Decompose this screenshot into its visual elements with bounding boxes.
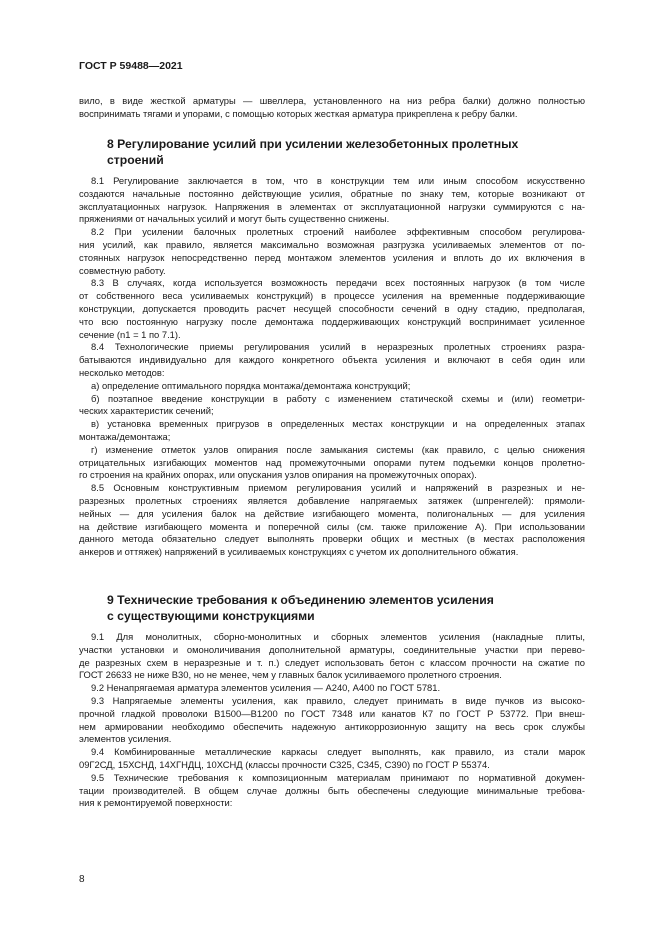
text-line: монтажа/демонтажа; xyxy=(79,430,171,442)
document-number: ГОСТ Р 59488—2021 xyxy=(79,60,183,72)
text-line: анкеров и оттяжек) напряжений в усиливаемых конструкциях с учетом их дополнительного обжатия. xyxy=(79,546,519,558)
text-line: нем армировании необходимо обеспечить надежную антикоррозионную защиту на весь срок службы xyxy=(79,720,585,732)
text-line: ческих характеристик сечений; xyxy=(79,405,214,417)
heading-line: с существующими конструкциями xyxy=(107,609,315,623)
text-line: сечение (n1 = 1 по 7.1). xyxy=(79,328,181,340)
text-line: эксплуатационных нагрузок. Напряжения в элементах от эксплуатационной нагрузки суммируются с на- xyxy=(79,200,585,212)
text-line: а) определение оптимального порядка монтажа/демонтажа конструкций; xyxy=(91,379,411,391)
text-line: на действие изгибающего момента и поперечной силы (см. также приложение А). При использовании xyxy=(79,520,585,532)
text-line: элементов усиления. xyxy=(79,733,172,745)
text-line: б) поэтапное введение конструкции в работу с изменением статической схемы и (или) геометри- xyxy=(91,392,585,404)
text-line: разрезных пролетных строениях является добавление напрягаемых затяжек (шпренгелей): прямоли- xyxy=(79,494,585,506)
text-line: ГОСТ 26633 не ниже B30, но не менее, чем у главных балок усиливаемого пролетного строения. xyxy=(79,669,502,681)
text-line: данного метода обязательно следует выполнять проверки общих и местных (в местах расположения xyxy=(79,533,585,545)
page-number: 8 xyxy=(79,874,85,885)
text-line: конструкции, допускается проводить расчет несущей способности сечений в одну стадию, предполагая, xyxy=(79,302,585,314)
text-line: воспринимать тягами и упорами, с помощью которых жесткая арматура прикреплена к ребру балки. xyxy=(79,107,518,119)
text-line: пряжениями от начальных усилий и могут быть существенно снижены. xyxy=(79,213,390,225)
text-line: создаются начальные постоянно действующие усилия, обратные по знаку тем, которые возникают от xyxy=(79,187,585,199)
text-line: вило, в виде жесткой арматуры — швеллера, установленного на низ ребра балки) должно полностью xyxy=(79,95,585,106)
heading-line: строений xyxy=(107,153,164,167)
text-line: 9.3 Напрягаемые элементы усиления, как правило, следует принимать в виде пучков из высоко- xyxy=(91,694,585,706)
text-line: 09Г2СД, 15ХСНД, 14ХГНДЦ, 10ХСНД (классы прочности С325, С345, С390) по ГОСТ Р 55374. xyxy=(79,758,490,770)
section-9-body xyxy=(79,631,585,810)
text-line: в) установка временных пригрузов в определенных местах конструкции и на определенных этапах xyxy=(91,418,585,430)
section-8-heading xyxy=(107,136,577,168)
text-line: 8.4 Технологические приемы регулирования усилий в неразрезных пролетных строениях разра- xyxy=(91,341,585,353)
text-line: совместную работу. xyxy=(79,264,166,276)
heading-line: 8 Регулирование усилий при усилении железобетонных пролетных xyxy=(107,137,519,151)
text-line: 9.4 Комбинированные металлические каркасы следует выполнять, как правило, из стали марок xyxy=(91,746,585,758)
text-line: 8.2 При усилении балочных пролетных строений наиболее эффективным способом регулирова- xyxy=(91,226,585,238)
text-line: нейных — для усиления балок на действие изгибающего момента, полигональных — для усиления xyxy=(79,507,585,519)
text-line: несколько методов: xyxy=(79,366,165,378)
text-line: участки установки и омоноличивания дополнительной арматуры, соединительные участки при перево- xyxy=(79,643,585,655)
text-line: от собственного веса усиливаемых конструкций) в процессе усиления на временные поддерживающие xyxy=(79,290,585,302)
text-line: что всю постоянную нагрузку после демонтажа поддерживающих конструкций воспринимает усиленное xyxy=(79,315,585,327)
text-line: батываются индивидуально для каждого конкретного объекта усиления и включают в себя один или xyxy=(79,354,585,366)
text-line: 9.2 Ненапрягаемая арматура элементов усиления — А240, А400 по ГОСТ 5781. xyxy=(91,682,441,694)
text-line: ния к ремонтируемой поверхности: xyxy=(79,797,233,809)
text-line: прочной гладкой проволоки В1500—В1200 по ГОСТ 7348 или канатов К7 по ГОСТ Р 53772. При внеш- xyxy=(79,707,585,719)
text-line: тации производителей. В общем случае должны быть обеспечены следующие минимальные требова- xyxy=(79,784,585,796)
text-line: де разрезных схем в неразрезные и т. п.) следует использовать бетон с классом прочности на сжатие по xyxy=(79,656,585,668)
text-line: стоянных нагрузок непосредственно перед монтажом элементов усиления и вплоть до их включения в xyxy=(79,251,585,263)
text-line: го строения на крайних опорах, или опускания узлов опирания на промежуточных опорах). xyxy=(79,469,477,481)
text-line: 9.5 Технические требования к композиционным материалам принимают по нормативной докумен- xyxy=(91,771,585,783)
heading-line: 9 Технические требования к объединению элементов усиления xyxy=(107,593,494,607)
text-line: отрицательных изгибающих моментов над промежуточными опорами путем подъемки концов пролетно- xyxy=(79,456,585,468)
text-line: 8.3 В случаях, когда используется возможность передачи всех постоянных нагрузок (в том числе xyxy=(91,277,585,289)
text-line: ния усилий, как правило, является максимально возможная разгрузка усиливаемых элементов от по- xyxy=(79,238,585,250)
text-line: 9.1 Для монолитных, сборно-монолитных и сборных элементов усиления (накладные плиты, xyxy=(91,631,585,642)
intro-paragraph xyxy=(79,95,585,121)
text-line: 8.1 Регулирование заключается в том, что в конструкции тем или иным способом искусственно xyxy=(91,175,585,186)
section-8-body xyxy=(79,175,585,559)
text-line: г) изменение отметок узлов опирания после замыкания системы (как правило, с целью снижения xyxy=(91,443,585,455)
section-9-heading xyxy=(107,592,577,624)
text-line: 8.5 Основным конструктивным приемом регулирования усилий и напряжений в разрезных и не- xyxy=(91,482,585,494)
